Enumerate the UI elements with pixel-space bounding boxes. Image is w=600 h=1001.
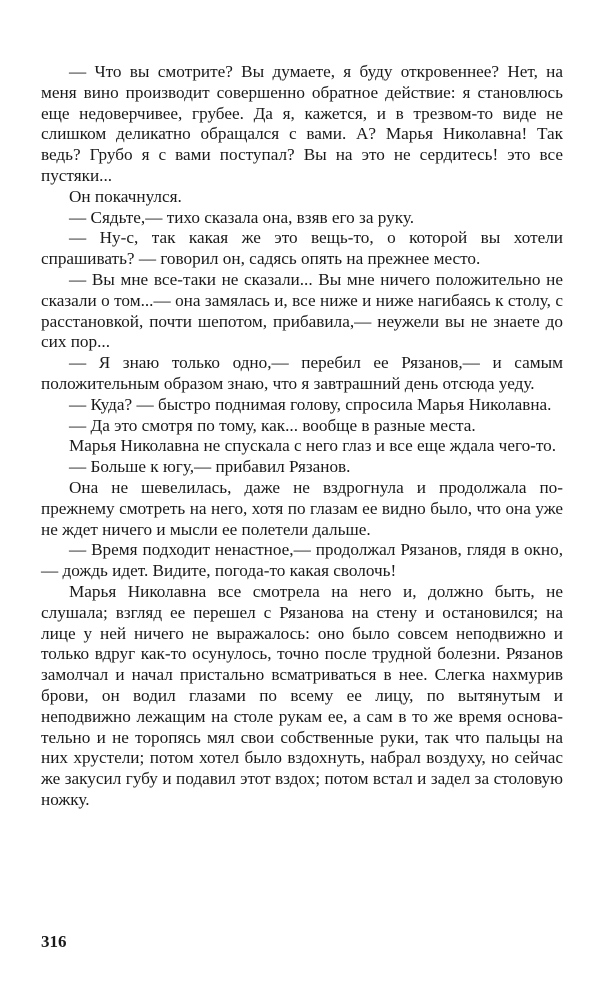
paragraph-5: — Вы мне все-таки не сказали... Вы мне ничего положительно не сказали о том...— она замялась и, все ниже и ниже нагибаясь к столу, с расстановкой, почти шепотом, прибавила,— неужели вы не знаете до сих пор... xyxy=(41,269,563,352)
paragraph-10: — Больше к югу,— прибавил Рязанов. xyxy=(69,457,351,477)
paragraph-2: Он покачнулся. xyxy=(69,186,182,206)
paragraph-7: — Куда? — быстро поднимая голову, спросила Марья Николавна. xyxy=(69,394,552,414)
page-text xyxy=(41,62,563,811)
paragraph-8: — Да это смотря по тому, как... вообще в разные места. xyxy=(69,415,476,435)
paragraph-6: — Я знаю только одно,— перебил ее Рязанов,— и самым положительным образом знаю, что я завтрашний день отсюда уеду. xyxy=(41,353,563,393)
paragraph-3: — Сядьте,— тихо сказала она, взяв его за руку. xyxy=(69,207,414,227)
paragraph-11: Она не шевелилась, даже не вздрогнула и продолжала по-прежнему смотреть на него, хотя по глазам ее видно было, что она уже не ждет ничего и мысли ее полетели дальше. xyxy=(41,477,563,539)
page-number: 316 xyxy=(41,932,67,951)
paragraph-9: Марья Николавна не спускала с него глаз и все еще ждала чего-то. xyxy=(69,436,557,456)
paragraph-12: — Время подходит ненастное,— продолжал Рязанов, глядя в окно,— дождь идет. Видите, погода-то какая сволочь! xyxy=(41,540,563,581)
paragraph-1: — Что вы смотрите? Вы думаете, я буду откровеннее? Нет, на меня вино производит совершенно обратное действие: я становлюсь еще недоверчивее, грубее. Да я, кажется, и в трезвом-то виде не слишком деликатно обращался с вами. А? Марья Николавна! Так ведь? Грубо я с вами поступал? Вы на это не сердитесь! это все пустяки... xyxy=(41,62,563,185)
paragraph-4: — Ну-с, так какая же это вещь-то, о которой вы хотели спрашивать? — говорил он, садясь опять на прежнее место. xyxy=(41,228,563,269)
paragraph-13: Марья Николавна все смотрела на него и, должно быть, не слушала; взгляд ее перешел с Рязанова на стену и остановился; на лице у ней ничего не выражалось: оно было совсем неподвижно и только вдруг как-то осунулось, точно после трудной болезни. Рязанов замолчал и начал пристально всматриваться в нее. Слегка нахмурив брови, он водил глазами по всему ее лицу, по вытянутым и неподвижно лежащим на столе рукам ее, а сам в то же время основательно и не торопясь мял свои собственные руки, так что пальцы на них хрустели; потом хотел было вздохнуть, набрал воздуху, но сейчас же закусил губу и подавил этот вздох; потом встал и задел за столовую ножку. xyxy=(41,581,563,809)
